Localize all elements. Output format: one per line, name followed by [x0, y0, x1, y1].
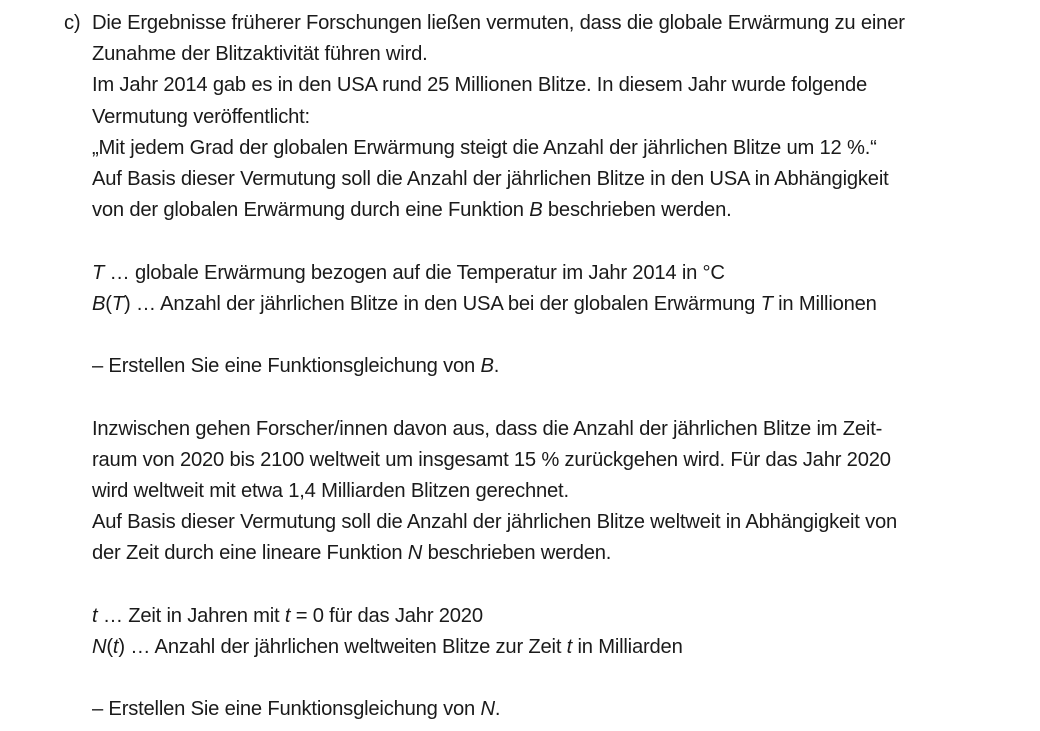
spacer [92, 226, 1022, 257]
definition-B-suffix: in Millionen [772, 292, 877, 315]
function-B: B [92, 292, 106, 315]
second-line-5-post: beschrieben werden. [422, 542, 612, 565]
definition-t-suffix: = 0 für das Jahr 2020 [290, 604, 483, 627]
instruction-2-var: N [480, 698, 495, 721]
instruction-2-text: – Erstellen Sie eine Funktionsgleichung von [92, 698, 481, 721]
instruction-2 [92, 694, 1022, 725]
definition-B: B(T) … Anzahl der jährlichen Blitze in den USA bei der globalen Erwärmung T in Millionen [92, 292, 877, 315]
spacer [92, 663, 1022, 694]
definition-T [92, 258, 1022, 289]
variable-T-inline: T [760, 292, 773, 315]
second-line-5 [92, 538, 1022, 569]
definition-t-text: … Zeit in Jahren mit [97, 604, 285, 627]
intro-line-7 [92, 195, 1022, 226]
intro-line-6: Auf Basis dieser Vermutung soll die Anzahl der jährlichen Blitze in den USA in Abhängigkeit [92, 168, 889, 191]
second-line-5-pre: der Zeit durch eine lineare Funktion [92, 542, 408, 565]
instruction-1-text: – Erstellen Sie eine Funktionsgleichung von [92, 355, 481, 378]
spacer [92, 382, 1022, 413]
task-content [92, 8, 1022, 726]
definition-N-suffix: in Milliarden [572, 636, 683, 658]
instruction-1 [92, 351, 1022, 382]
definition-t [92, 601, 1022, 632]
spacer [92, 320, 1022, 351]
intro-line-1: Die Ergebnisse früherer Forschungen ließen vermuten, dass die globale Erwärmung zu einer [92, 12, 905, 34]
variable-t-inline-2: t [566, 636, 573, 658]
second-line-2: raum von 2020 bis 2100 weltweit um insgesamt 15 % zurückgehen wird. Für das Jahr 2020 [92, 448, 891, 471]
instruction-1-var: B [480, 355, 494, 378]
instruction-2-end: . [494, 698, 501, 721]
definition-N-text: ) … Anzahl der jährlichen weltweiten Blitze zur Zeit [118, 636, 567, 658]
variable-T: T [92, 261, 105, 284]
intro-line-3: Im Jahr 2014 gab es in den USA rund 25 Millionen Blitze. In diesem Jahr wurde folgende [92, 74, 868, 97]
intro-line-7-pre: von der globalen Erwärmung durch eine Funktion [92, 199, 530, 222]
definition-B-text: ) … Anzahl der jährlichen Blitze in den USA bei der globalen Erwärmung [123, 292, 761, 315]
second-line-3: wird weltweit mit etwa 1,4 Milliarden Blitzen gerechnet. [92, 480, 569, 502]
definition-N: N(t) … Anzahl der jährlichen weltweiten Blitze zur Zeit t in Milliarden [92, 636, 683, 658]
function-n-symbol: N [407, 542, 423, 565]
intro-line-5: „Mit jedem Grad der globalen Erwärmung steigt die Anzahl der jährlichen Blitze um 12 %.“ [92, 136, 877, 159]
function-N: N [92, 636, 107, 658]
argument-T: T [111, 292, 124, 315]
instruction-1-end: . [493, 355, 500, 378]
function-b-symbol: B [529, 199, 543, 222]
intro-line-2: Zunahme der Blitzaktivität führen wird. [92, 43, 428, 66]
spacer [92, 570, 1022, 601]
intro-line-4: Vermutung veröffentlicht: [92, 105, 310, 128]
argument-t: t [112, 636, 119, 658]
second-line-1: Inzwischen gehen Forscher/innen davon aus, dass die Anzahl der jährlichen Blitze im Zeit- [92, 417, 883, 440]
variable-t: t [92, 604, 98, 627]
intro-line-7-post: beschrieben werden. [542, 199, 732, 222]
second-line-4: Auf Basis dieser Vermutung soll die Anzahl der jährlichen Blitze weltweit in Abhängigkeit von [92, 511, 898, 534]
definition-T-text: … globale Erwärmung bezogen auf die Temperatur im Jahr 2014 in °C [104, 261, 725, 284]
variable-t-inline: t [284, 604, 291, 627]
task-label: c) [64, 12, 81, 34]
